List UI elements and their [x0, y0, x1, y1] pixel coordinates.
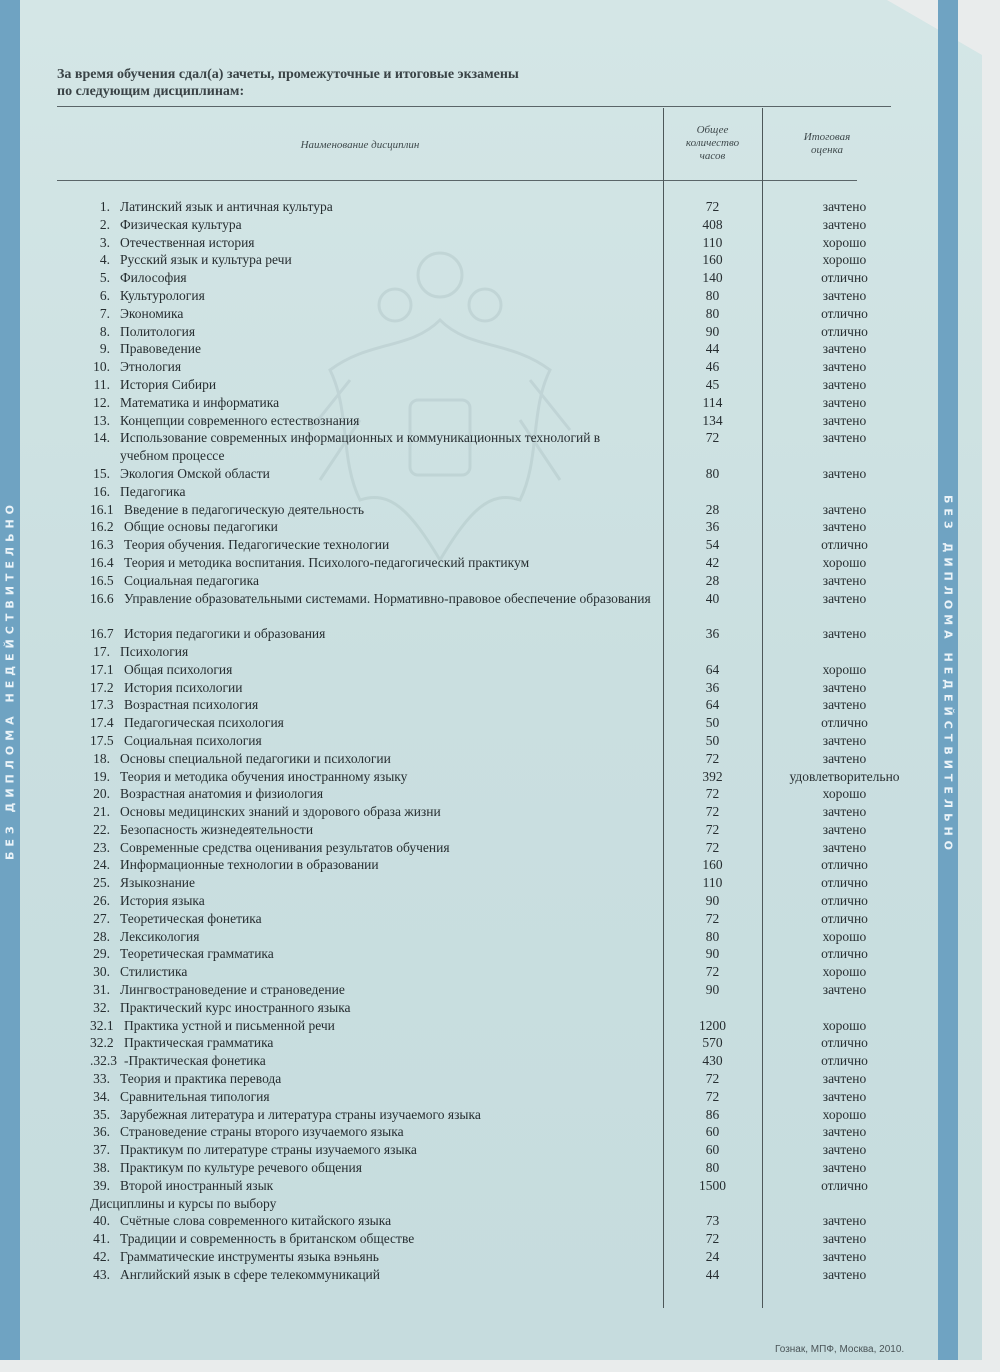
grade-cell: удовлетворительно — [789, 768, 900, 784]
grade-cell: отлично — [821, 857, 868, 873]
discipline-name: Теория обучения. Педагогические технологии — [124, 537, 390, 553]
hours-cell: 50 — [705, 732, 720, 748]
hours-cell: 72 — [705, 821, 720, 837]
grade-cell: зачтено — [822, 750, 867, 766]
hours-cell: 46 — [705, 359, 720, 375]
discipline-name: Общие основы педагогики — [124, 519, 278, 535]
grade-cell: хорошо — [822, 661, 867, 677]
grade-cell: отлично — [821, 537, 868, 553]
discipline-name: Педагогика — [120, 483, 186, 499]
row-number: 27. — [93, 910, 110, 926]
grade-cell: зачтено — [822, 1124, 867, 1140]
right-stripe-text: БЕЗ ДИПЛОМА НЕДЕЙСТВИТЕЛЬНО — [941, 494, 955, 856]
row-number: 32. — [93, 999, 110, 1015]
hours-cell: 72 — [705, 430, 720, 446]
row-number: 13. — [93, 412, 110, 428]
grade-cell: отлично — [821, 1053, 868, 1069]
grade-cell: зачтено — [822, 804, 867, 820]
discipline-name: Культурология — [120, 287, 205, 303]
grade-cell: зачтено — [822, 1160, 867, 1176]
row-number: 11. — [93, 376, 110, 392]
hours-cell: 90 — [705, 946, 720, 962]
hours-cell: 72 — [705, 964, 720, 980]
grade-cell: зачтено — [822, 1249, 867, 1265]
hours-cell: 44 — [705, 341, 720, 357]
grade-cell: хорошо — [822, 1106, 867, 1122]
table-header-rule — [57, 180, 857, 181]
row-number: 14. — [93, 430, 110, 446]
discipline-name: -Практическая фонетика — [124, 1053, 266, 1069]
row-number: 24. — [93, 857, 110, 873]
hours-cell: 1200 — [699, 1017, 726, 1033]
hours-cell: 80 — [705, 928, 720, 944]
hours-cell: 114 — [702, 394, 723, 410]
discipline-name: Практический курс иностранного языка — [120, 999, 351, 1015]
discipline-name: Языкознание — [120, 875, 196, 891]
row-number: 18. — [93, 750, 110, 766]
row-number: 23. — [93, 839, 110, 855]
row-number: 43. — [93, 1266, 110, 1282]
row-number: 40. — [93, 1213, 110, 1229]
discipline-name: Лингвострановедение и страноведение — [120, 982, 345, 998]
hours-cell: 72 — [705, 1071, 720, 1087]
discipline-name: Безопасность жизнедеятельности — [120, 821, 314, 837]
row-number: 17.2 — [90, 679, 114, 695]
grade-cell: зачтено — [822, 1266, 867, 1282]
grade-cell: отлично — [821, 946, 868, 962]
header-grade-line: оценка — [811, 144, 843, 156]
row-number: 32.1 — [90, 1017, 114, 1033]
row-number: .32.3 — [90, 1053, 117, 1069]
intro-line-1: За время обучения сдал(а) зачеты, промежуточные и итоговые экзамены — [57, 67, 519, 82]
row-number: 25. — [93, 875, 110, 891]
grade-cell: отлично — [821, 1177, 868, 1193]
grade-cell: отлично — [821, 323, 868, 339]
discipline-name: Страноведение страны второго изучаемого языка — [120, 1124, 404, 1140]
left-stripe-text: БЕЗ ДИПЛОМА НЕДЕЙСТВИТЕЛЬНО — [3, 499, 17, 861]
grade-cell: зачтено — [822, 394, 867, 410]
row-number: 16.7 — [90, 626, 114, 642]
discipline-name: Второй иностранный язык — [120, 1177, 274, 1193]
discipline-name: Возрастная психология — [124, 697, 259, 713]
row-number: 34. — [93, 1088, 110, 1104]
row-number: 6. — [99, 287, 110, 303]
row-number: 42. — [93, 1249, 110, 1265]
discipline-name: Теоретическая фонетика — [120, 910, 262, 926]
discipline-name: Концепции современного естествознания — [120, 412, 360, 428]
grade-cell: хорошо — [822, 554, 867, 570]
row-number: 5. — [99, 270, 110, 286]
hours-cell: 64 — [705, 661, 720, 677]
hours-cell: 80 — [705, 465, 720, 481]
row-number: 8. — [99, 323, 110, 339]
row-number: 30. — [93, 964, 110, 980]
discipline-name: Теоретическая грамматика — [120, 946, 274, 962]
row-number: 16.3 — [90, 537, 114, 553]
discipline-name: Математика и информатика — [120, 394, 280, 410]
grade-cell: зачтено — [822, 1071, 867, 1087]
hours-cell: 54 — [705, 537, 720, 553]
grade-cell: зачтено — [822, 430, 867, 446]
grade-cell: зачтено — [822, 519, 867, 535]
row-number: 41. — [93, 1231, 110, 1247]
row-number: 16.5 — [90, 572, 114, 588]
hours-cell: 408 — [702, 216, 723, 232]
grade-cell: зачтено — [822, 216, 867, 232]
row-number: 3. — [99, 234, 110, 250]
grade-cell: зачтено — [822, 412, 867, 428]
discipline-name: Практика устной и письменной речи — [124, 1017, 335, 1033]
row-number: 2. — [99, 216, 110, 232]
row-number: 17. — [93, 643, 110, 659]
grade-cell: зачтено — [822, 376, 867, 392]
hours-cell: 44 — [705, 1266, 720, 1282]
header-hours-line: Общее — [696, 124, 729, 136]
discipline-name: Философия — [120, 270, 187, 286]
grade-cell: зачтено — [822, 732, 867, 748]
grade-cell: зачтено — [822, 465, 867, 481]
row-number: 35. — [93, 1106, 110, 1122]
grade-cell: хорошо — [822, 928, 867, 944]
hours-cell: 110 — [702, 234, 723, 250]
hours-cell: 36 — [705, 679, 720, 695]
hours-cell: 90 — [705, 323, 720, 339]
discipline-name: Русский язык и культура речи — [120, 252, 292, 268]
discipline-name: Английский язык в сфере телекоммуникаций — [120, 1266, 380, 1282]
grade-cell: хорошо — [822, 964, 867, 980]
grade-cell: зачтено — [822, 821, 867, 837]
discipline-name: Сравнительная типология — [120, 1088, 270, 1104]
grade-cell: зачтено — [822, 1231, 867, 1247]
hours-cell: 64 — [705, 697, 720, 713]
row-number: 15. — [93, 465, 110, 481]
hours-cell: 72 — [705, 199, 720, 214]
discipline-name: Управление образовательными системами. Нормативно-правовое обеспечение образования — [124, 590, 651, 606]
row-number: 4. — [99, 252, 110, 268]
row-number: 39. — [93, 1177, 110, 1193]
discipline-name: Стилистика — [120, 964, 188, 980]
intro-line-2: по следующим дисциплинам: — [57, 84, 245, 99]
row-number: 32.2 — [90, 1035, 114, 1051]
discipline-name: Социальная психология — [124, 732, 262, 748]
grade-cell: отлично — [821, 875, 868, 891]
discipline-name: Введение в педагогическую деятельность — [124, 501, 365, 517]
discipline-name: Экология Омской области — [120, 465, 270, 481]
row-number: 22. — [93, 821, 110, 837]
hours-cell: 110 — [702, 875, 723, 891]
header-hours-line: количество — [685, 137, 740, 149]
grade-cell: зачтено — [822, 501, 867, 517]
discipline-name: Общая психология — [124, 661, 233, 677]
grade-cell: отлично — [821, 715, 868, 731]
hours-cell: 40 — [705, 590, 720, 606]
hours-cell: 24 — [705, 1249, 720, 1265]
hours-cell: 72 — [705, 1231, 720, 1247]
grade-cell: зачтено — [822, 697, 867, 713]
discipline-name: Психология — [120, 643, 189, 659]
row-number: 21. — [93, 804, 110, 820]
discipline-name: Латинский язык и античная культура — [120, 199, 333, 214]
hours-cell: 36 — [705, 626, 720, 642]
row-number: 17.1 — [90, 661, 114, 677]
discipline-name: Основы медицинских знаний и здорового образа жизни — [120, 804, 441, 820]
header-grade-line: Итоговая — [803, 131, 851, 143]
discipline-name: Теория и методика воспитания. Психолого-педагогический практикум — [124, 554, 530, 570]
discipline-name: Этнология — [120, 359, 182, 375]
row-number: 26. — [93, 893, 110, 909]
hours-cell: 60 — [705, 1124, 720, 1140]
hours-cell: 28 — [705, 501, 720, 517]
hours-cell: 570 — [702, 1035, 723, 1051]
grade-cell: зачтено — [822, 626, 867, 642]
row-number: 19. — [93, 768, 110, 784]
header-final-grade — [762, 131, 892, 157]
hours-cell: 160 — [702, 857, 723, 873]
row-number: 36. — [93, 1124, 110, 1140]
discipline-name: Правоведение — [120, 341, 201, 357]
hours-cell: 42 — [705, 554, 720, 570]
hours-cell: 134 — [702, 412, 723, 428]
row-number: 10. — [93, 359, 110, 375]
row-number: 17.3 — [90, 697, 114, 713]
row-number: 29. — [93, 946, 110, 962]
discipline-name: Педагогическая психология — [124, 715, 284, 731]
hours-cell: 160 — [702, 252, 723, 268]
grade-cell: отлично — [821, 270, 868, 286]
grade-cell: зачтено — [822, 839, 867, 855]
grade-cell: хорошо — [822, 1017, 867, 1033]
grade-cell: хорошо — [822, 234, 867, 250]
hours-cell: 1500 — [699, 1177, 726, 1193]
discipline-name: Физическая культура — [120, 216, 242, 232]
hours-cell: 72 — [705, 750, 720, 766]
discipline-name: Практическая грамматика — [124, 1035, 274, 1051]
discipline-name: История педагогики и образования — [124, 626, 326, 642]
hours-cell: 72 — [705, 1088, 720, 1104]
hours-cell: 140 — [702, 270, 723, 286]
grade-cell: отлично — [821, 893, 868, 909]
grade-cell: зачтено — [822, 982, 867, 998]
grade-cell: зачтено — [822, 341, 867, 357]
hours-cell: 50 — [705, 715, 720, 731]
hours-cell: 72 — [705, 839, 720, 855]
right-security-stripe — [938, 0, 958, 1360]
table-top-rule — [57, 106, 891, 107]
hours-cell: 72 — [705, 786, 720, 802]
row-number: 33. — [93, 1071, 110, 1087]
discipline-name: Дисциплины и курсы по выбору — [90, 1195, 277, 1211]
grade-cell: зачтено — [822, 590, 867, 606]
row-number: 17.4 — [90, 715, 114, 731]
header-hours-line: часов — [699, 150, 726, 162]
discipline-name: Зарубежная литература и литература страны изучаемого языка — [120, 1106, 481, 1122]
discipline-name: Теория и практика перевода — [120, 1071, 282, 1087]
row-number: 16.1 — [90, 501, 114, 517]
grade-cell: зачтено — [822, 359, 867, 375]
grade-cell: зачтено — [822, 679, 867, 695]
discipline-name: Традиции и современность в британском обществе — [120, 1231, 415, 1247]
hours-cell: 72 — [705, 910, 720, 926]
header-total-hours — [663, 124, 762, 163]
discipline-name: Использование современных информационных и коммуникационных технологий в учебном процессе — [120, 430, 601, 464]
discipline-name: История языка — [120, 893, 205, 909]
discipline-name: Социальная педагогика — [124, 572, 259, 588]
row-number: 38. — [93, 1160, 110, 1176]
grade-cell: хорошо — [822, 252, 867, 268]
discipline-name: Основы специальной педагогики и психологии — [120, 750, 391, 766]
row-number: 12. — [93, 394, 110, 410]
discipline-name: Информационные технологии в образовании — [120, 857, 379, 873]
hours-cell: 80 — [705, 1160, 720, 1176]
row-number: 16.6 — [90, 590, 114, 606]
row-number: 17.5 — [90, 732, 114, 748]
hours-cell: 90 — [705, 893, 720, 909]
row-number: 7. — [99, 305, 110, 321]
row-number: 28. — [93, 928, 110, 944]
grade-cell: отлично — [821, 1035, 868, 1051]
grade-cell: зачтено — [822, 1213, 867, 1229]
hours-cell: 73 — [705, 1213, 720, 1229]
discipline-name: Политология — [120, 323, 196, 339]
discipline-name: Теория и методика обучения иностранному языку — [120, 768, 408, 784]
hours-cell: 60 — [705, 1142, 720, 1158]
hours-cell: 80 — [705, 287, 720, 303]
discipline-name: Современные средства оценивания результатов обучения — [120, 839, 450, 855]
discipline-name: История Сибири — [120, 376, 217, 392]
grade-cell: зачтено — [822, 1142, 867, 1158]
grade-cell: хорошо — [822, 786, 867, 802]
row-number: 16. — [93, 483, 110, 499]
discipline-name: Практикум по литературе страны изучаемого языка — [120, 1142, 417, 1158]
grade-cell: зачтено — [822, 287, 867, 303]
row-number: 9. — [99, 341, 110, 357]
discipline-name: Возрастная анатомия и физиология — [120, 786, 324, 802]
grade-cell: зачтено — [822, 199, 867, 214]
printer-imprint: Гознак, МПФ, Москва, 2010. — [775, 1344, 905, 1355]
row-number: 16.4 — [90, 554, 114, 570]
hours-cell: 80 — [705, 305, 720, 321]
discipline-name: Лексикология — [120, 928, 200, 944]
hours-cell: 72 — [705, 804, 720, 820]
discipline-name: Отечественная история — [120, 234, 255, 250]
row-number: 31. — [93, 982, 110, 998]
hours-cell: 45 — [705, 376, 720, 392]
row-number: 1. — [99, 199, 110, 214]
grade-cell: отлично — [821, 910, 868, 926]
hours-cell: 86 — [705, 1106, 720, 1122]
header-discipline-name: Наименование дисциплин — [300, 139, 420, 151]
discipline-name: Практикум по культуре речевого общения — [120, 1160, 362, 1176]
hours-cell: 28 — [705, 572, 720, 588]
hours-cell: 392 — [702, 768, 723, 784]
grade-cell: зачтено — [822, 1088, 867, 1104]
hours-cell: 90 — [705, 982, 720, 998]
grade-cell: зачтено — [822, 572, 867, 588]
hours-cell: 36 — [705, 519, 720, 535]
row-number: 37. — [93, 1142, 110, 1158]
row-number: 20. — [93, 786, 110, 802]
discipline-name: Счётные слова современного китайского языка — [120, 1213, 392, 1229]
folded-corner — [887, 0, 982, 55]
intro-text — [57, 66, 519, 100]
grade-cell: отлично — [821, 305, 868, 321]
discipline-name: История психологии — [124, 679, 243, 695]
row-number: 16.2 — [90, 519, 114, 535]
discipline-name: Экономика — [120, 305, 184, 321]
discipline-name: Грамматические инструменты языка вэньянь — [120, 1249, 379, 1265]
hours-cell: 430 — [702, 1053, 723, 1069]
